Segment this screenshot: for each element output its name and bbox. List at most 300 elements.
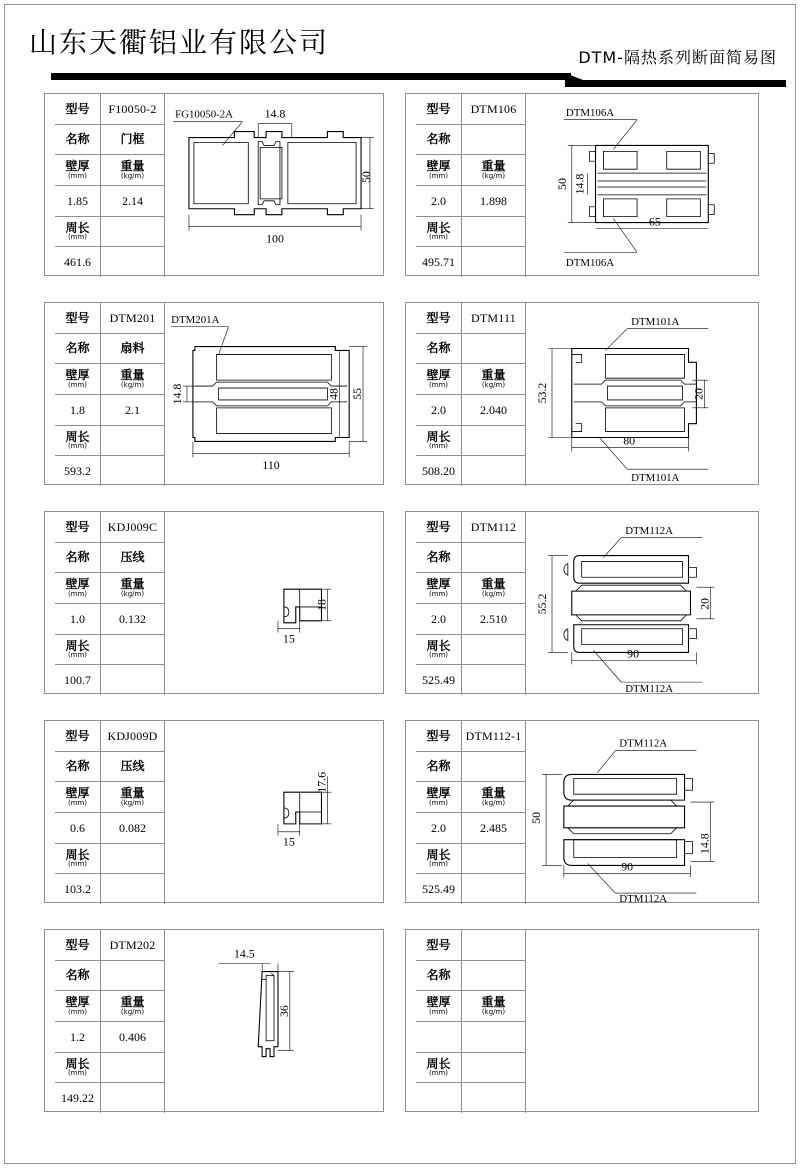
label-weight xyxy=(462,782,526,812)
spec-row-perimeter-label xyxy=(416,844,526,875)
perimeter-blank xyxy=(101,635,165,665)
spec-row-values xyxy=(55,604,165,635)
profile-drawing-kdj009d xyxy=(167,721,383,902)
label-perimeter-text: 周长 xyxy=(65,220,90,235)
value-perimeter: 508.20 xyxy=(416,456,462,486)
profile-card-dtm112-1[interactable] xyxy=(405,720,759,903)
label-weight-text: 重量 xyxy=(120,159,145,174)
spec-table xyxy=(55,94,165,277)
value-weight: 2.485 xyxy=(462,813,526,843)
spec-row-values xyxy=(416,186,526,217)
spec-row-perimeter-label xyxy=(55,217,165,248)
label-perimeter xyxy=(55,844,101,874)
spec-row-units xyxy=(55,364,165,395)
label-wall-thickness xyxy=(55,782,101,812)
label-weight-unit: (kg/m) xyxy=(481,798,506,807)
spec-row-name xyxy=(416,543,526,574)
spec-row-perimeter-value xyxy=(416,874,526,904)
dim-height: 18 xyxy=(314,599,329,611)
label-perimeter xyxy=(416,1053,462,1083)
spec-row-values xyxy=(55,813,165,844)
perimeter-blank xyxy=(462,635,526,665)
spec-row-perimeter-label xyxy=(55,426,165,457)
label-wall-thickness-unit: (mm) xyxy=(67,798,88,807)
label-name: 名称 xyxy=(55,752,101,782)
label-weight xyxy=(101,991,165,1021)
value-model: DTM112-1 xyxy=(462,721,526,751)
spec-table xyxy=(55,512,165,695)
dim-height: 50 xyxy=(554,178,569,190)
profile-card-f10050-2[interactable] xyxy=(44,93,384,276)
value-perimeter: 461.6 xyxy=(55,247,101,277)
label-perimeter-unit: (mm) xyxy=(428,860,449,869)
label-name: 名称 xyxy=(55,334,101,364)
label-wall-thickness-text: 壁厚 xyxy=(426,159,451,174)
dim-width: 15 xyxy=(282,834,295,849)
label-wall-thickness-text: 壁厚 xyxy=(65,786,90,801)
label-name: 名称 xyxy=(55,543,101,573)
label-weight xyxy=(101,782,165,812)
spec-table xyxy=(416,930,526,1113)
callout-text-top: DTM106A xyxy=(565,106,615,119)
spec-row-units xyxy=(55,991,165,1022)
spec-row-perimeter-value xyxy=(55,1083,165,1113)
value-wall-thickness xyxy=(416,1022,462,1052)
spec-row-perimeter-label xyxy=(416,426,526,457)
value-perimeter: 593.2 xyxy=(55,456,101,486)
callout-text-bottom: DTM106A xyxy=(565,257,615,270)
spec-row-name xyxy=(55,543,165,574)
label-weight xyxy=(101,573,165,603)
callout-text-top: DTM112A xyxy=(625,524,674,537)
spec-row-name xyxy=(55,334,165,365)
value-model: DTM112 xyxy=(462,512,526,542)
profile-drawing-f10050-2 xyxy=(167,94,383,275)
value-perimeter: 100.7 xyxy=(55,665,101,695)
label-weight-unit: (kg/m) xyxy=(120,380,145,389)
dim-height: 36 xyxy=(276,1005,291,1018)
label-wall-thickness-unit: (mm) xyxy=(67,1007,88,1016)
value-model: DTM201 xyxy=(101,303,165,333)
label-weight-unit: (kg/m) xyxy=(120,798,145,807)
value-name: 扇料 xyxy=(101,334,165,364)
dim-break-width: 14.8 xyxy=(572,173,587,195)
label-model: 型号 xyxy=(55,930,101,960)
label-model: 型号 xyxy=(416,930,462,960)
perimeter-blank xyxy=(462,217,526,247)
label-wall-thickness-text: 壁厚 xyxy=(65,995,90,1010)
label-wall-thickness xyxy=(55,364,101,394)
card-row xyxy=(44,511,759,720)
label-perimeter xyxy=(55,1053,101,1083)
profile-drawing-dtm106 xyxy=(528,94,758,275)
spec-row-model xyxy=(416,930,526,961)
profile-drawing-kdj009c xyxy=(167,512,383,693)
value-wall-thickness: 1.0 xyxy=(55,604,101,634)
label-name: 名称 xyxy=(416,961,462,991)
spec-row-values xyxy=(416,395,526,426)
value-weight xyxy=(462,1022,526,1052)
spec-row-perimeter-value xyxy=(55,874,165,904)
value-weight: 2.040 xyxy=(462,395,526,425)
label-wall-thickness-unit: (mm) xyxy=(67,171,88,180)
label-perimeter-text: 周长 xyxy=(426,429,451,444)
spec-row-perimeter-value xyxy=(416,456,526,486)
label-weight-unit: (kg/m) xyxy=(120,171,145,180)
dim-height: 55.2 xyxy=(535,593,550,615)
label-wall-thickness-text: 壁厚 xyxy=(65,577,90,592)
label-perimeter-text: 周长 xyxy=(65,847,90,862)
label-wall-thickness xyxy=(55,155,101,185)
label-perimeter-text: 周长 xyxy=(426,638,451,653)
label-weight xyxy=(462,155,526,185)
label-perimeter xyxy=(55,426,101,456)
label-weight-unit: (kg/m) xyxy=(120,1007,145,1016)
spec-row-units xyxy=(55,782,165,813)
value-name xyxy=(462,961,526,991)
label-perimeter-unit: (mm) xyxy=(67,860,88,869)
profile-card-blank[interactable] xyxy=(405,929,759,1112)
label-name: 名称 xyxy=(55,961,101,991)
value-perimeter: 149.22 xyxy=(55,1083,101,1113)
label-perimeter-text: 周长 xyxy=(426,1056,451,1071)
label-perimeter-text: 周长 xyxy=(65,429,90,444)
perimeter-blank xyxy=(462,844,526,874)
callout-text: DTM201A xyxy=(171,313,220,326)
spec-row-perimeter-value xyxy=(55,665,165,695)
value-wall-thickness: 2.0 xyxy=(416,604,462,634)
label-model: 型号 xyxy=(416,303,462,333)
perimeter-blank2 xyxy=(462,456,526,486)
label-weight-text: 重量 xyxy=(481,995,506,1010)
label-wall-thickness xyxy=(55,991,101,1021)
card-row xyxy=(44,93,759,302)
perimeter-blank xyxy=(462,1053,526,1083)
label-model: 型号 xyxy=(55,721,101,751)
label-name: 名称 xyxy=(416,752,462,782)
header-rule-right xyxy=(571,80,786,87)
spec-row-values xyxy=(55,186,165,217)
label-weight-unit: (kg/m) xyxy=(481,1007,506,1016)
label-model: 型号 xyxy=(416,512,462,542)
value-model: KDJ009D xyxy=(101,721,165,751)
dim-width: 90 xyxy=(627,646,640,661)
label-perimeter xyxy=(55,635,101,665)
label-weight xyxy=(101,364,165,394)
profile-card-kdj009d[interactable] xyxy=(44,720,384,903)
label-wall-thickness-unit: (mm) xyxy=(428,1007,449,1016)
value-wall-thickness: 2.0 xyxy=(416,186,462,216)
spec-row-model xyxy=(55,94,165,125)
label-weight-text: 重量 xyxy=(120,577,145,592)
callout-text-top: DTM101A xyxy=(631,315,680,328)
spec-row-model xyxy=(55,303,165,334)
spec-row-perimeter-label xyxy=(55,844,165,875)
label-wall-thickness-unit: (mm) xyxy=(428,589,449,598)
value-name xyxy=(101,961,165,991)
company-name: 山东天衢铝业有限公司 xyxy=(29,26,330,59)
card-row xyxy=(44,929,759,1138)
spec-row-name xyxy=(55,752,165,783)
label-perimeter-text: 周长 xyxy=(65,1056,90,1071)
spec-table xyxy=(416,303,526,486)
spec-row-model xyxy=(416,721,526,752)
spec-row-values xyxy=(55,1022,165,1053)
page-header xyxy=(5,5,795,87)
value-perimeter: 525.49 xyxy=(416,874,462,904)
label-perimeter xyxy=(55,217,101,247)
label-name: 名称 xyxy=(416,334,462,364)
value-weight: 1.898 xyxy=(462,186,526,216)
spec-row-name xyxy=(55,961,165,992)
dim-break: 20 xyxy=(697,598,712,610)
spec-row-values xyxy=(416,813,526,844)
value-name: 压线 xyxy=(101,752,165,782)
value-perimeter: 103.2 xyxy=(55,874,101,904)
dim-height: 53.2 xyxy=(535,382,550,404)
spec-table xyxy=(55,721,165,904)
callout-text-top: DTM112A xyxy=(619,737,668,750)
spec-row-perimeter-label xyxy=(416,635,526,666)
label-model: 型号 xyxy=(416,94,462,124)
spec-row-units xyxy=(416,991,526,1022)
value-weight: 0.406 xyxy=(101,1022,165,1052)
spec-table xyxy=(55,930,165,1113)
label-perimeter-unit: (mm) xyxy=(428,442,449,451)
value-weight: 0.082 xyxy=(101,813,165,843)
perimeter-blank xyxy=(462,426,526,456)
perimeter-blank2 xyxy=(462,874,526,904)
spec-row-model xyxy=(55,721,165,752)
header-rule-left xyxy=(51,73,571,80)
callout-text: FG10050-2A xyxy=(175,108,234,121)
spec-row-perimeter-label xyxy=(416,1053,526,1084)
label-perimeter-text: 周长 xyxy=(426,847,451,862)
label-weight xyxy=(462,991,526,1021)
label-wall-thickness xyxy=(416,364,462,394)
label-wall-thickness xyxy=(416,991,462,1021)
label-wall-thickness-unit: (mm) xyxy=(428,380,449,389)
dim-width: 15 xyxy=(282,631,295,646)
perimeter-blank xyxy=(101,217,165,247)
spec-row-perimeter-value xyxy=(416,247,526,277)
value-wall-thickness: 1.2 xyxy=(55,1022,101,1052)
spec-row-perimeter-label xyxy=(416,217,526,248)
label-wall-thickness xyxy=(416,155,462,185)
label-model: 型号 xyxy=(416,721,462,751)
spec-row-model xyxy=(55,930,165,961)
dim-height: 50 xyxy=(358,171,373,184)
label-weight-text: 重量 xyxy=(120,786,145,801)
dim-height: 17.6 xyxy=(314,771,329,793)
dim-width: 110 xyxy=(262,458,280,473)
label-wall-thickness-text: 壁厚 xyxy=(426,577,451,592)
value-model: DTM202 xyxy=(101,930,165,960)
spec-row-model xyxy=(416,94,526,125)
spec-table xyxy=(55,303,165,486)
perimeter-blank xyxy=(101,1053,165,1083)
value-weight: 2.1 xyxy=(101,395,165,425)
profile-drawing-dtm112 xyxy=(528,512,758,693)
spec-row-units xyxy=(55,155,165,186)
spec-row-name xyxy=(416,961,526,992)
value-name xyxy=(462,752,526,782)
label-wall-thickness xyxy=(55,573,101,603)
label-weight-unit: (kg/m) xyxy=(481,589,506,598)
label-perimeter xyxy=(416,217,462,247)
spec-row-perimeter-value xyxy=(55,456,165,486)
spec-row-name xyxy=(416,752,526,783)
spec-row-name xyxy=(55,125,165,156)
value-weight: 2.510 xyxy=(462,604,526,634)
label-wall-thickness-unit: (mm) xyxy=(428,171,449,180)
label-perimeter-unit: (mm) xyxy=(428,233,449,242)
label-wall-thickness-text: 壁厚 xyxy=(426,368,451,383)
perimeter-blank2 xyxy=(101,247,165,277)
spec-row-perimeter-value xyxy=(55,247,165,277)
value-weight: 2.14 xyxy=(101,186,165,216)
spec-row-values xyxy=(416,604,526,635)
dim-width: 65 xyxy=(648,214,661,229)
label-weight xyxy=(101,155,165,185)
callout-text-bottom: DTM112A xyxy=(625,683,674,693)
label-model: 型号 xyxy=(55,512,101,542)
dim-width-inner: 14.8 xyxy=(264,106,286,121)
spec-row-name xyxy=(416,334,526,365)
label-weight-unit: (kg/m) xyxy=(481,171,506,180)
perimeter-blank xyxy=(101,426,165,456)
label-perimeter xyxy=(416,426,462,456)
label-weight-unit: (kg/m) xyxy=(120,589,145,598)
value-model: DTM106 xyxy=(462,94,526,124)
value-wall-thickness: 1.85 xyxy=(55,186,101,216)
label-name: 名称 xyxy=(416,543,462,573)
spec-row-perimeter-value xyxy=(416,665,526,695)
dim-break: 14.8 xyxy=(170,383,185,405)
callout-text-bottom: DTM112A xyxy=(619,893,668,902)
label-perimeter-text: 周长 xyxy=(426,220,451,235)
label-model: 型号 xyxy=(55,94,101,124)
dim-height: 55 xyxy=(350,388,365,400)
perimeter-blank xyxy=(101,844,165,874)
label-wall-thickness-unit: (mm) xyxy=(428,798,449,807)
profile-card-dtm112[interactable] xyxy=(405,511,759,694)
label-weight-text: 重量 xyxy=(481,577,506,592)
label-wall-thickness xyxy=(416,782,462,812)
value-model xyxy=(462,930,526,960)
value-model: F10050-2 xyxy=(101,94,165,124)
profile-card-kdj009c[interactable] xyxy=(44,511,384,694)
label-weight-text: 重量 xyxy=(481,368,506,383)
value-wall-thickness: 2.0 xyxy=(416,395,462,425)
label-name: 名称 xyxy=(416,125,462,155)
perimeter-blank2 xyxy=(462,247,526,277)
perimeter-blank2 xyxy=(101,1083,165,1113)
spec-row-units xyxy=(416,364,526,395)
label-weight-text: 重量 xyxy=(120,368,145,383)
spec-row-units xyxy=(416,155,526,186)
value-model: DTM111 xyxy=(462,303,526,333)
spec-row-model xyxy=(55,512,165,543)
series-title: DTM-隔热系列断面简易图 xyxy=(578,48,777,67)
label-weight xyxy=(462,364,526,394)
label-wall-thickness xyxy=(416,573,462,603)
label-weight-text: 重量 xyxy=(120,995,145,1010)
value-name xyxy=(462,125,526,155)
perimeter-blank2 xyxy=(462,1083,526,1113)
profile-drawing-dtm202 xyxy=(167,930,383,1111)
spec-row-values xyxy=(416,1022,526,1053)
dim-height-inner: 48 xyxy=(326,388,341,400)
perimeter-blank2 xyxy=(101,456,165,486)
dim-break: 20 xyxy=(691,388,706,400)
spec-row-perimeter-label xyxy=(55,635,165,666)
label-wall-thickness-text: 壁厚 xyxy=(426,786,451,801)
label-perimeter-unit: (mm) xyxy=(67,1069,88,1078)
profile-drawing-dtm112-1 xyxy=(528,721,758,902)
label-perimeter xyxy=(416,635,462,665)
card-row xyxy=(44,302,759,511)
value-name xyxy=(462,543,526,573)
spec-row-model xyxy=(416,512,526,543)
profile-card-dtm106[interactable] xyxy=(405,93,759,276)
value-name: 压线 xyxy=(101,543,165,573)
label-perimeter-unit: (mm) xyxy=(428,1069,449,1078)
profile-card-dtm111[interactable] xyxy=(405,302,759,485)
label-wall-thickness-text: 壁厚 xyxy=(65,368,90,383)
label-perimeter-unit: (mm) xyxy=(67,233,88,242)
value-perimeter: 525.49 xyxy=(416,665,462,695)
callout-text-bottom: DTM101A xyxy=(631,472,680,484)
profile-drawing-dtm201 xyxy=(167,303,383,484)
profile-card-dtm201[interactable] xyxy=(44,302,384,485)
label-perimeter xyxy=(416,844,462,874)
profile-drawing-dtm111 xyxy=(528,303,758,484)
spec-table xyxy=(416,721,526,904)
label-weight-unit: (kg/m) xyxy=(481,380,506,389)
label-wall-thickness-unit: (mm) xyxy=(67,380,88,389)
dim-width: 90 xyxy=(621,859,634,874)
card-row xyxy=(44,720,759,929)
profile-card-grid xyxy=(44,93,759,1138)
label-perimeter-unit: (mm) xyxy=(67,651,88,660)
spec-row-units xyxy=(55,573,165,604)
value-name xyxy=(462,334,526,364)
value-perimeter: 495.71 xyxy=(416,247,462,277)
value-wall-thickness: 0.6 xyxy=(55,813,101,843)
label-perimeter-text: 周长 xyxy=(65,638,90,653)
label-model: 型号 xyxy=(55,303,101,333)
spec-row-values xyxy=(55,395,165,426)
dim-height: 50 xyxy=(529,811,544,824)
profile-card-dtm202[interactable] xyxy=(44,929,384,1112)
value-wall-thickness: 2.0 xyxy=(416,813,462,843)
value-wall-thickness: 1.8 xyxy=(55,395,101,425)
spec-table xyxy=(416,512,526,695)
spec-table xyxy=(416,94,526,277)
label-perimeter-unit: (mm) xyxy=(428,651,449,660)
spec-row-model xyxy=(416,303,526,334)
spec-row-name xyxy=(416,125,526,156)
perimeter-blank2 xyxy=(462,665,526,695)
value-perimeter xyxy=(416,1083,462,1113)
spec-row-perimeter-label xyxy=(55,1053,165,1084)
value-weight: 0.132 xyxy=(101,604,165,634)
label-wall-thickness-unit: (mm) xyxy=(67,589,88,598)
label-name: 名称 xyxy=(55,125,101,155)
label-weight xyxy=(462,573,526,603)
label-weight-text: 重量 xyxy=(481,786,506,801)
